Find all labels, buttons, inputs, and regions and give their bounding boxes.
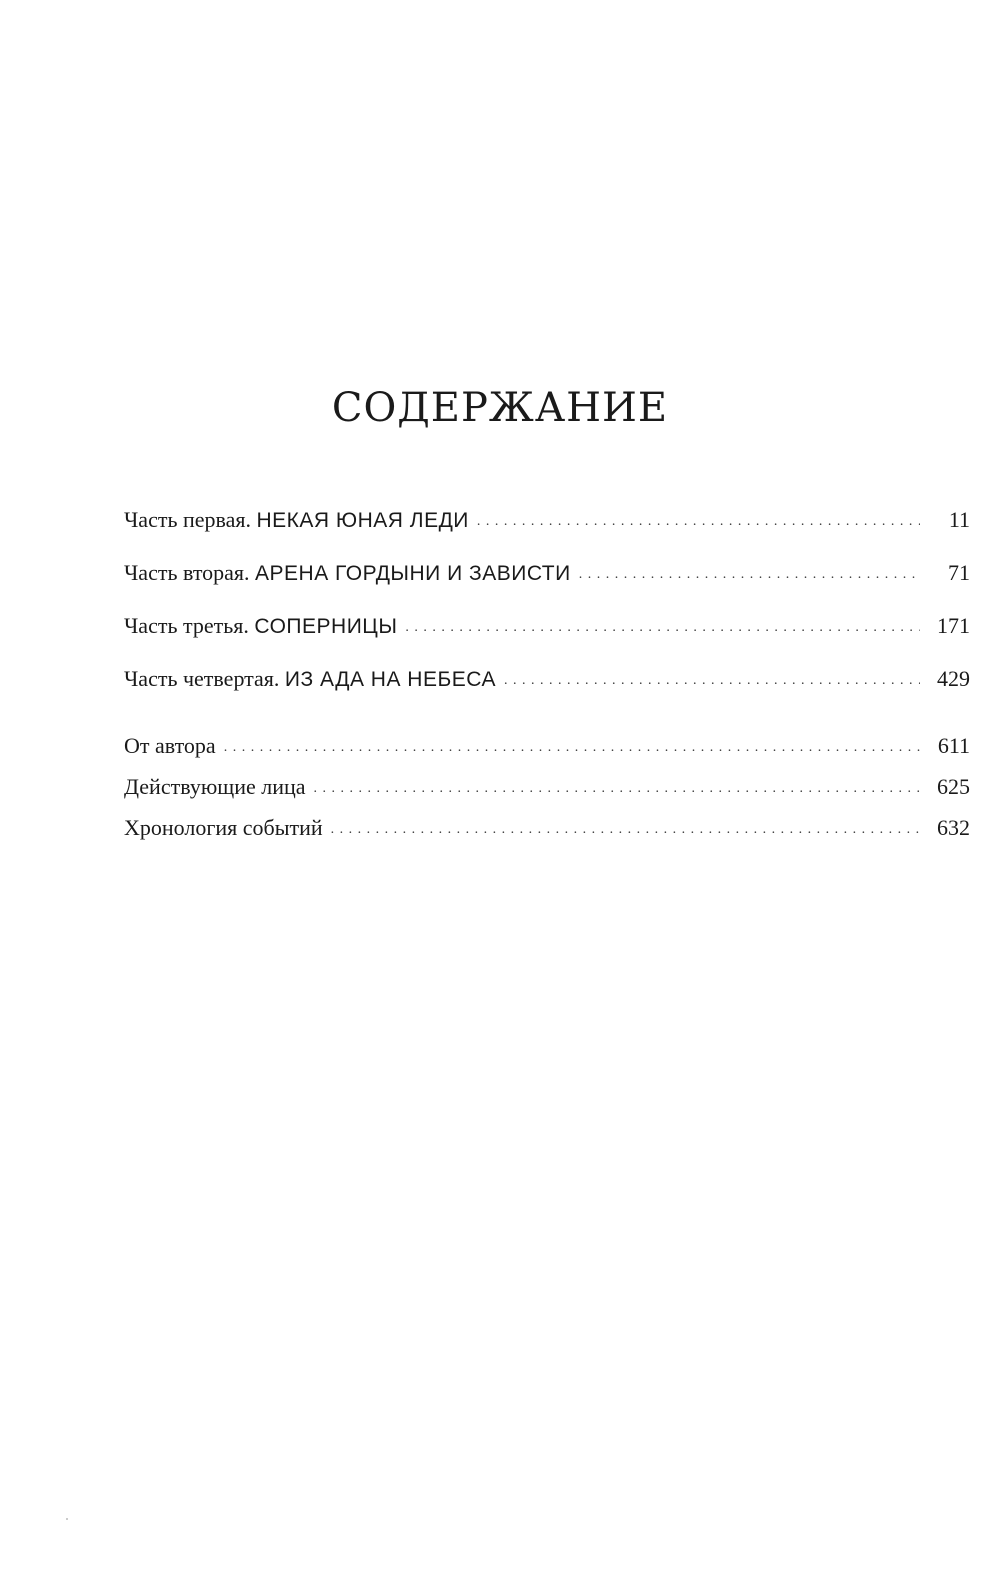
dot-leader [504, 662, 920, 696]
dot-leader [224, 729, 920, 763]
dot-leader [331, 811, 920, 845]
part-heading: АРЕНА ГОРДЫНИ И ЗАВИСТИ [255, 562, 571, 585]
toc-entry-part-4[interactable] [124, 664, 970, 694]
dot-leader [579, 556, 920, 590]
part-heading: НЕКАЯ ЮНАЯ ЛЕДИ [256, 509, 469, 532]
page-number: 611 [937, 733, 970, 758]
toc-entry-label [124, 611, 397, 642]
part-heading: СОПЕРНИЦЫ [254, 615, 398, 638]
dot-leader [405, 609, 920, 643]
toc-entry-part-3[interactable] [124, 611, 970, 641]
dot-leader [477, 503, 920, 537]
toc-entry-label [124, 558, 571, 589]
toc-entry-label: От автора [124, 733, 216, 758]
part-prefix: Часть вторая. [124, 560, 250, 585]
page-number: 71 [948, 560, 970, 585]
toc-title: СОДЕРЖАНИЕ [331, 385, 669, 431]
toc-entry-chronology[interactable] [124, 813, 970, 843]
page-number: 625 [937, 774, 970, 799]
part-heading: ИЗ АДА НА НЕБЕСА [284, 668, 496, 691]
toc-entry-label [124, 505, 469, 536]
toc-entry-characters[interactable] [124, 772, 970, 802]
part-prefix: Часть четвертая. [124, 666, 280, 691]
toc-entry-label [124, 664, 496, 695]
part-prefix: Часть третья. [124, 613, 249, 638]
toc-entry-from-author[interactable] [124, 731, 970, 761]
page-number: 171 [937, 613, 970, 638]
scan-speck [66, 1518, 68, 1520]
toc-entry-part-2[interactable] [124, 558, 970, 588]
toc-entry-label: Действующие лица [124, 774, 306, 799]
page-number: 429 [937, 666, 970, 691]
page-number: 632 [937, 815, 970, 840]
dot-leader [314, 770, 920, 804]
toc-entry-label: Хронология событий [124, 815, 323, 840]
part-prefix: Часть первая. [124, 507, 251, 532]
toc-entry-part-1[interactable] [124, 505, 970, 535]
page-number: 11 [948, 507, 970, 532]
